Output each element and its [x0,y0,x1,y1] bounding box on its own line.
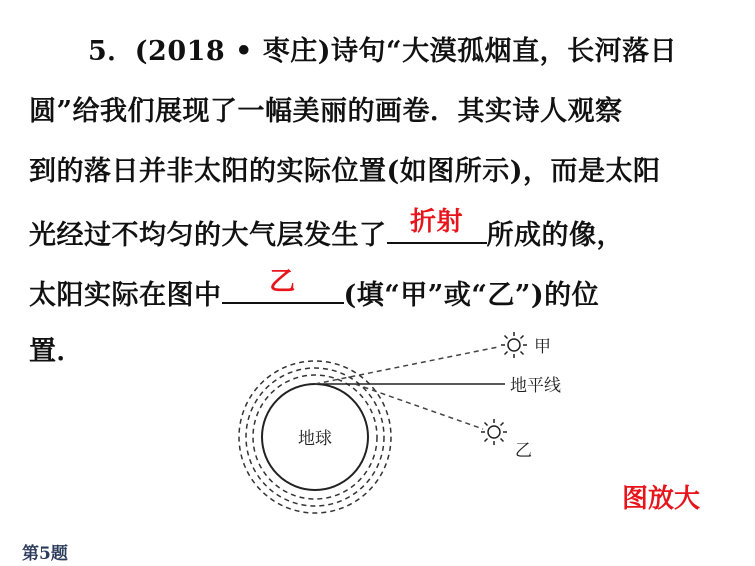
question-line-3: 到的落日并非太阳的实际位置(如图所示)，而是太阳 [29,156,661,187]
question-line-2: 圆”给我们展现了一幅美丽的画卷．其实诗人观察 [29,96,623,127]
answer-blank-1 [387,207,487,244]
earth-label: 地球 [298,429,332,449]
answer-2: 乙 [269,267,296,297]
question-caption: 第5题 [22,544,68,564]
question-line-5-before: 太阳实际在图中 [29,280,222,311]
sun-jia-icon [501,332,527,358]
question-line-1: 5．(2018 • 枣庄)诗句“大漠孤烟直，长河落日 [88,36,678,67]
question-line-5 [29,267,600,316]
zoom-figure-button[interactable]: 图放大 [622,484,701,514]
answer-1: 折射 [409,207,463,237]
actual-sun-line [355,384,483,429]
refraction-diagram [225,325,595,525]
question-line-6: 置． [29,336,84,367]
apparent-sight-line [315,347,498,384]
question-line-4-after: 所成的像， [486,220,624,251]
sun-jia-label: 甲 [534,337,551,357]
sun-yi-icon [481,419,507,445]
answer-blank-2 [222,267,344,304]
horizon-label: 地平线 [510,376,561,396]
question-line-4 [29,207,624,256]
question-line-5-after: (填“甲”或“乙”)的位 [343,280,600,311]
question-line-4-before: 光经过不均匀的大气层发生了 [29,220,387,251]
sun-yi-label: 乙 [515,441,532,461]
